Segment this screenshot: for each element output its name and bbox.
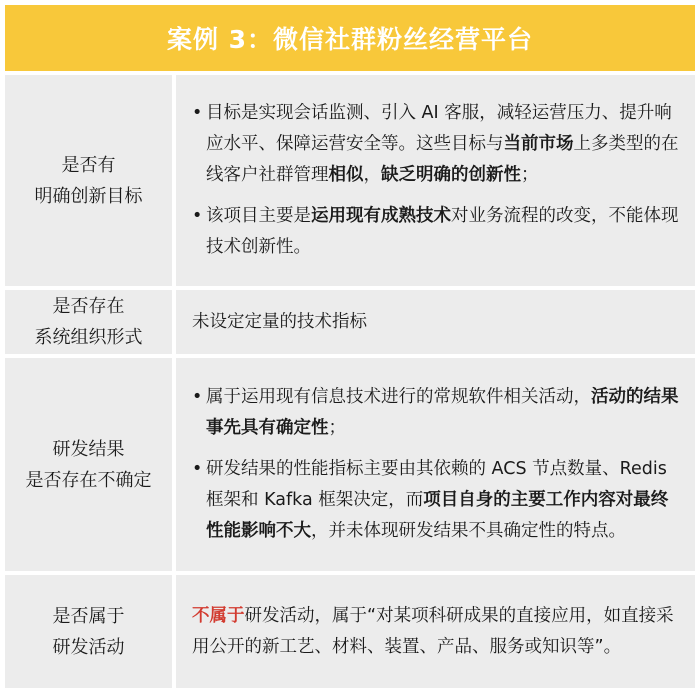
text-segment: 该项目主要是	[206, 206, 311, 226]
text-segment: 对业务流程的改变，不能体现技术创新性。	[206, 206, 679, 257]
text-segment: ，	[363, 165, 381, 185]
criterion-text: 未设定定量的技术指标	[192, 311, 367, 332]
text-segment: ，并未体现研发结果不具确定性的特点。	[311, 521, 626, 541]
criterion-label-line: 研发活动	[52, 636, 125, 658]
text-segment: ；	[328, 418, 346, 438]
text-segment: 研发结果的性能指标主要由其依赖的 ACS 节点数量、Redis 框架和 Kafka 框架决定，而	[206, 459, 667, 510]
table-title	[5, 5, 695, 71]
criterion-label-line: 是否属于	[52, 605, 125, 627]
bullet-item	[192, 382, 683, 444]
criterion-content-rd-activity	[176, 575, 695, 688]
criterion-label-line: 是否有	[61, 154, 116, 176]
bold-text-segment: 活动的结果事先具有确定性	[206, 387, 679, 438]
text-segment: 上多类型的在线客户社群管理	[206, 134, 679, 185]
criterion-label-line: 研发结果	[52, 438, 125, 460]
criteria-grid	[5, 75, 695, 688]
criterion-label-line: 是否存在不确定	[25, 469, 152, 491]
text-segment: 研发活动，属于“对某项科研成果的直接应用，如直接采用公开的新工艺、材料、装置、产品、服务或知识等”。	[192, 605, 674, 657]
criterion-content-systematic	[176, 290, 695, 354]
conclusion-paragraph	[192, 601, 683, 663]
criterion-label-line: 明确创新目标	[34, 185, 143, 207]
bold-text-segment: 项目自身的主要工作内容对最终性能影响不大	[206, 490, 669, 541]
bullet-item	[192, 98, 683, 191]
highlight-text-segment: 不属于	[192, 605, 245, 626]
table-title-text: 案例 3：微信社群粉丝经营平台	[166, 25, 534, 54]
criterion-content-innovation	[176, 75, 695, 286]
criterion-content-uncertainty	[176, 358, 695, 571]
bold-text-segment: 缺乏明确的创新性	[381, 165, 521, 185]
text-segment: 目标是实现会话监测、引入 AI 客服，减轻运营压力、提升响应水平、保障运营安全等。这些目标与	[206, 103, 672, 154]
criterion-label-line: 系统组织形式	[34, 327, 143, 348]
text-segment: 属于运用现有信息技术进行的常规软件相关活动，	[206, 387, 591, 407]
bullet-item	[192, 201, 683, 263]
criterion-label-rd-activity	[5, 575, 172, 688]
criterion-label-uncertainty	[5, 358, 172, 571]
criterion-label-innovation	[5, 75, 172, 286]
bold-text-segment: 相似	[328, 165, 364, 185]
case-table	[5, 5, 695, 680]
bold-text-segment: 当前市场	[503, 134, 574, 154]
bullet-item	[192, 454, 683, 547]
text-segment: ；	[521, 165, 539, 185]
bold-text-segment: 运用现有成熟技术	[311, 206, 451, 226]
criterion-label-line: 是否存在	[52, 296, 125, 317]
criterion-label-systematic	[5, 290, 172, 354]
